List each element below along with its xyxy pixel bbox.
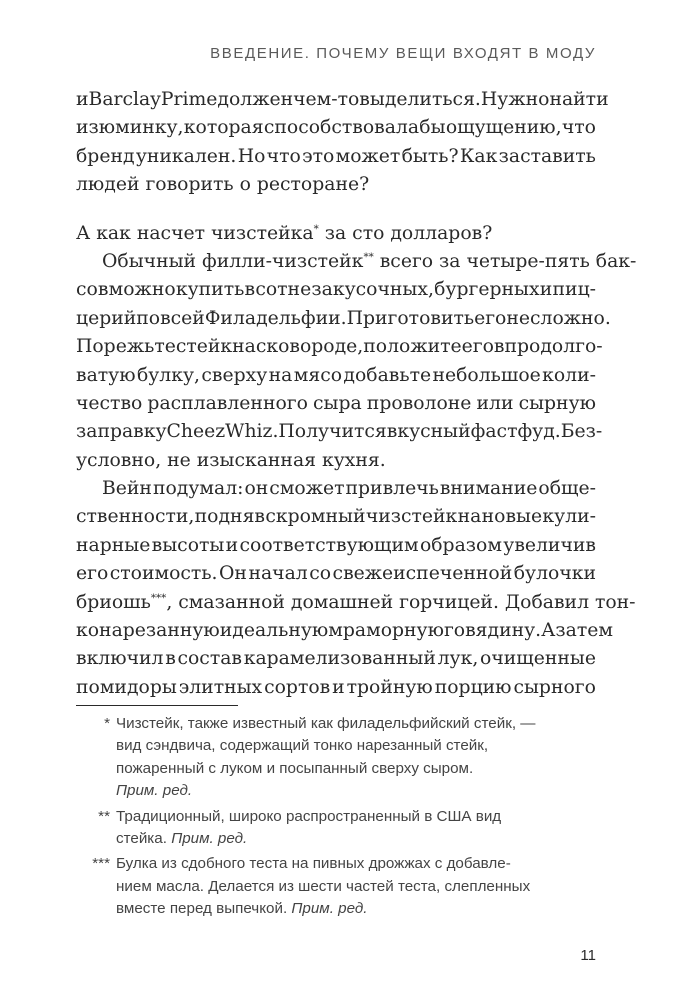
- word: сковороде,: [255, 336, 364, 358]
- word: чество: [76, 392, 143, 414]
- word: несложно.: [506, 307, 611, 329]
- word: ощущению,: [445, 117, 562, 139]
- word: элитных: [178, 676, 263, 698]
- word: бренд: [76, 145, 135, 167]
- word: А: [541, 620, 556, 642]
- word: булочки: [513, 563, 596, 585]
- footnotes: [76, 713, 596, 924]
- footnote-line: стейка.: [116, 829, 172, 847]
- word: и: [76, 89, 89, 110]
- footnote-line: вид сэндвича, содержащий тонко нарезанный стейк,: [116, 737, 489, 755]
- word: сверху: [201, 364, 268, 386]
- word: подумал:: [152, 478, 244, 500]
- word: Приготовить: [346, 307, 475, 329]
- word: начал: [248, 563, 308, 585]
- word: Вейн: [102, 478, 152, 500]
- word: внимание: [439, 478, 538, 500]
- word: расплавленного: [147, 392, 308, 414]
- word: выделиться.: [359, 89, 481, 110]
- footnote-marker: *: [313, 222, 319, 235]
- word: можно: [108, 279, 176, 301]
- footnote-mark: **: [98, 807, 110, 825]
- word: ко: [76, 620, 100, 642]
- text-line: Обычный филли-чизстейк** всего за четыре-пять бак-: [102, 250, 637, 272]
- word: это: [302, 145, 335, 167]
- word: карамелизованный: [243, 648, 436, 670]
- footnote-line: пожаренный с луком и посыпанный сверху сыром.: [116, 759, 474, 777]
- word: быть?: [401, 145, 459, 167]
- word: свежеиспеченной: [332, 563, 513, 585]
- word: затем: [555, 620, 613, 642]
- word: скромный: [265, 506, 366, 528]
- word: ственности,: [76, 506, 195, 528]
- word: соответствующим: [239, 534, 419, 556]
- word: на: [232, 336, 256, 358]
- word: бургерных: [434, 279, 540, 301]
- word: идеальную: [219, 620, 329, 642]
- word: стоимость.: [109, 563, 218, 585]
- word: что: [266, 145, 301, 167]
- footnote-line: Булка из сдобного теста на пивных дрожжах с добавле-: [116, 855, 511, 873]
- word: способствовала: [263, 117, 420, 139]
- text-line: [76, 305, 611, 333]
- word: вкусный: [386, 421, 471, 443]
- footnote-mark: ***: [92, 855, 110, 873]
- word: коли-: [542, 364, 596, 386]
- word: мраморную: [328, 620, 444, 642]
- footnote-line: Чизстейк, также известный как филадельфийский стейк, —: [116, 715, 536, 732]
- text-line: [76, 617, 613, 645]
- text-line: условно, не изысканная кухня.: [76, 449, 386, 471]
- text-line: [76, 503, 596, 531]
- word: ватую: [76, 364, 136, 386]
- word: Но: [237, 145, 266, 167]
- footnote: [76, 713, 596, 803]
- word: сов: [76, 279, 109, 301]
- text-line: [76, 333, 603, 361]
- word: Cheez: [166, 421, 226, 443]
- word: его: [474, 307, 507, 329]
- word: сотне: [255, 279, 312, 301]
- word: сырную: [518, 392, 596, 414]
- word: в: [165, 648, 176, 670]
- footnote-line: нием масла. Делается из шести частей теста, слепленных: [116, 877, 531, 895]
- word: Он: [219, 563, 247, 585]
- word: Порежьте: [76, 336, 176, 358]
- word: проволоне: [366, 392, 472, 414]
- text-line: бриошь***, смазанной домашней горчицей. Добавил тон-: [76, 591, 636, 613]
- word: Нужно: [480, 89, 550, 110]
- word: в: [244, 279, 256, 301]
- word: привлечь: [345, 478, 439, 500]
- word: он: [244, 478, 269, 500]
- word: заставить: [498, 145, 596, 167]
- word: купить: [175, 279, 245, 301]
- footnote: [76, 853, 596, 920]
- word: пиц-: [552, 279, 596, 301]
- word: булку,: [136, 364, 201, 386]
- word: чизстейк: [365, 506, 458, 528]
- word: сыра: [313, 392, 362, 414]
- word: сырного: [513, 676, 596, 698]
- word: помидоры: [76, 676, 177, 698]
- text-line: [76, 86, 609, 114]
- running-header: ВВЕДЕНИЕ. ПОЧЕМУ ВЕЩИ ВХОДЯТ В МОДУ: [210, 45, 596, 62]
- text-line: [76, 114, 596, 142]
- word: Получится: [278, 421, 387, 443]
- word: на: [457, 506, 482, 528]
- text-line: [76, 532, 596, 560]
- word: и: [225, 534, 239, 556]
- word: может: [335, 145, 401, 167]
- word: положите: [363, 336, 462, 358]
- footnote-marker: **: [363, 250, 374, 263]
- text-line: [76, 390, 596, 418]
- word: и: [539, 279, 553, 301]
- word: Филадельфии.: [204, 307, 347, 329]
- word: Barclay: [88, 89, 161, 110]
- word: или: [476, 392, 514, 414]
- section-lead-line: А как насчет чизстейка* за сто долларов?: [76, 222, 493, 244]
- word: всей: [160, 307, 205, 329]
- editor-note: Прим. ред.: [291, 900, 368, 918]
- body-text: [76, 86, 637, 702]
- word: обще-: [538, 478, 596, 500]
- word: бы: [419, 117, 446, 139]
- word: добавьте: [343, 364, 432, 386]
- word: сможет: [269, 478, 345, 500]
- word: стейк: [175, 336, 233, 358]
- word: небольшое: [432, 364, 541, 386]
- text-line: людей говорить о ресторане?: [76, 174, 370, 196]
- word: увеличив: [503, 534, 596, 556]
- word: нарезанную: [99, 620, 220, 642]
- text-line: [76, 560, 596, 588]
- word: Без-: [560, 421, 603, 443]
- word: что: [561, 117, 596, 139]
- word: Whiz.: [225, 421, 279, 443]
- footnote-line: Традиционный, широко распространенный в США вид: [116, 807, 502, 825]
- word: найти: [549, 89, 609, 110]
- word: сортов: [264, 676, 331, 698]
- word: закусочных,: [311, 279, 434, 301]
- word: Prime: [160, 89, 218, 110]
- footnote-mark: *: [104, 715, 110, 732]
- word: на: [268, 364, 293, 386]
- footnote-divider: [76, 705, 238, 706]
- word: состав: [177, 648, 242, 670]
- word: кули-: [542, 506, 596, 528]
- word: по: [136, 307, 161, 329]
- word: которая: [183, 117, 264, 139]
- word: церий: [76, 307, 137, 329]
- text-line: [76, 645, 596, 673]
- text-line: [76, 475, 596, 503]
- word: мясо: [293, 364, 343, 386]
- word: образом: [419, 534, 502, 556]
- word: говядину.: [443, 620, 542, 642]
- word: лук,: [437, 648, 479, 670]
- text-line: [76, 362, 596, 390]
- word: новые: [481, 506, 543, 528]
- footnote: [76, 806, 596, 851]
- word: Как: [459, 145, 498, 167]
- text-line: [76, 418, 603, 446]
- footnote-marker: ***: [150, 591, 167, 604]
- word: высоты: [151, 534, 225, 556]
- text-line: [76, 276, 596, 304]
- word: со: [309, 563, 332, 585]
- word: его: [76, 563, 109, 585]
- word: включил: [76, 648, 164, 670]
- text-line: [76, 143, 596, 171]
- page-number: 11: [580, 947, 596, 964]
- word: подняв: [194, 506, 265, 528]
- word: его: [461, 336, 494, 358]
- word: продолго-: [504, 336, 603, 358]
- footnote-line: вместе перед выпечкой.: [116, 900, 292, 918]
- editor-note: Прим. ред.: [116, 782, 193, 800]
- word: порцию: [434, 676, 512, 698]
- editor-note: Прим. ред.: [171, 829, 248, 847]
- word: уникален.: [135, 145, 237, 167]
- word: изюминку,: [76, 117, 184, 139]
- text-line: [76, 674, 596, 702]
- word: чем-то: [293, 89, 360, 110]
- word: тройную: [346, 676, 433, 698]
- word: и: [332, 676, 345, 698]
- word: нарные: [76, 534, 151, 556]
- word: заправку: [76, 421, 167, 443]
- word: в: [493, 336, 505, 358]
- word: должен: [217, 89, 294, 110]
- word: очищенные: [480, 648, 596, 670]
- word: фастфуд.: [470, 421, 561, 443]
